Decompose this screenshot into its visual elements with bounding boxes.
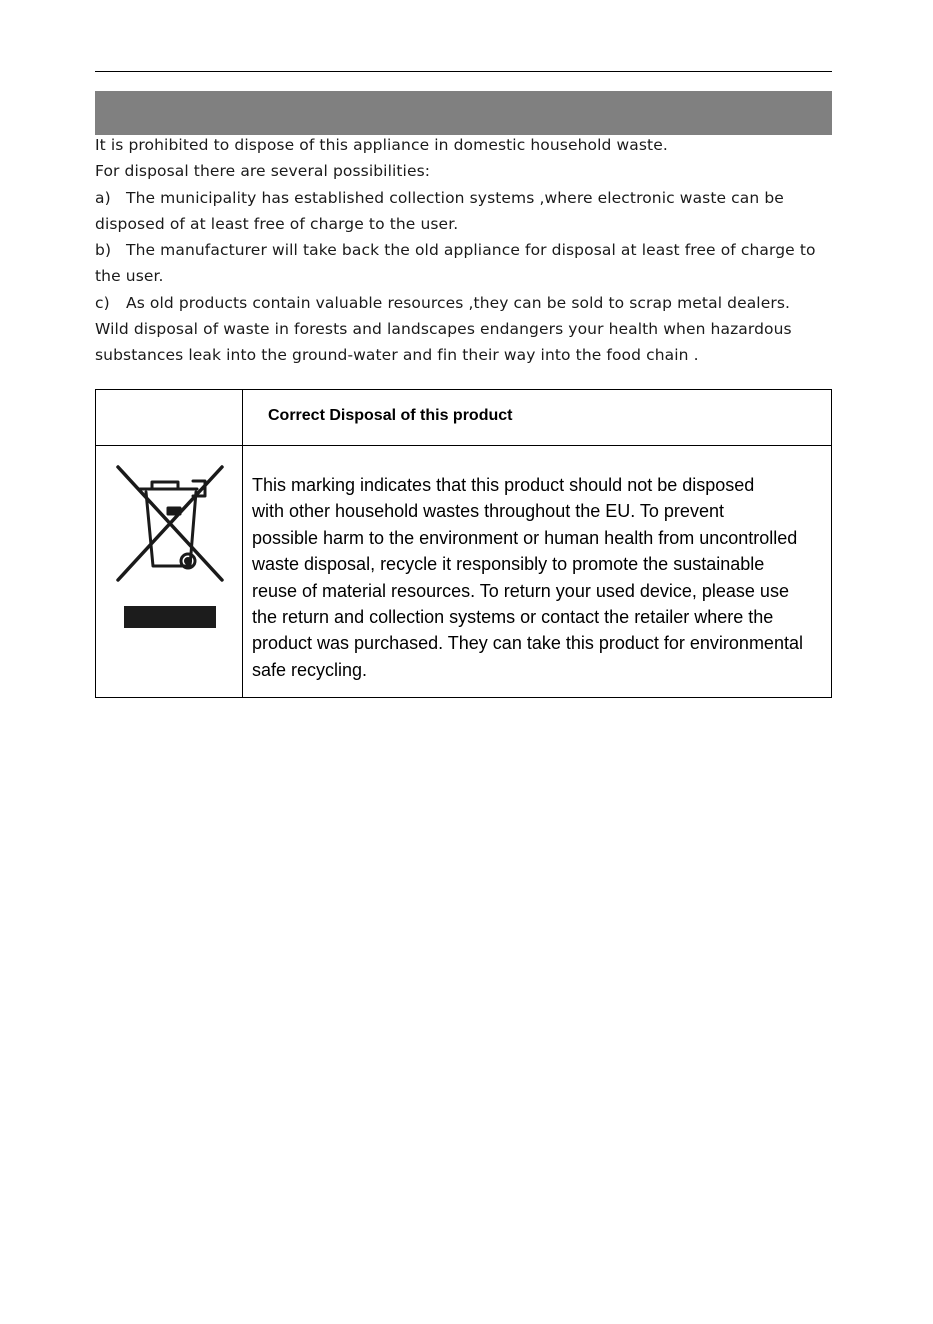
table-heading: Correct Disposal of this product bbox=[268, 407, 513, 424]
item-label: b) bbox=[95, 241, 112, 260]
body-line: with other household wastes throughout the EU. To prevent bbox=[252, 501, 724, 522]
body-line: reuse of material resources. To return your used device, please use bbox=[252, 580, 789, 601]
list-item-c bbox=[95, 290, 840, 316]
table-column-divider bbox=[242, 390, 243, 697]
warning-line: Wild disposal of waste in forests and landscapes endangers your health when hazardous bbox=[95, 320, 792, 339]
list-item-b-continued: the user. bbox=[95, 267, 164, 286]
item-text: The municipality has established collection systems ,where electronic waste can be bbox=[126, 188, 784, 207]
item-text: The manufacturer will take back the old appliance for disposal at least free of charge to bbox=[126, 241, 816, 260]
item-text: As old products contain valuable resources ,they can be sold to scrap metal dealers. bbox=[126, 293, 791, 312]
intro-line: It is prohibited to dispose of this appliance in domestic household waste. bbox=[95, 136, 668, 154]
list-item-a-continued: disposed of at least free of charge to the user. bbox=[95, 214, 459, 233]
table-row-divider bbox=[96, 445, 831, 446]
weee-crossed-bin-icon bbox=[110, 462, 230, 592]
body-line: safe recycling. bbox=[252, 659, 368, 680]
list-item-a bbox=[95, 185, 840, 211]
item-label: c) bbox=[95, 293, 110, 312]
intro-line: For disposal there are several possibilities: bbox=[95, 162, 431, 181]
body-line: This marking indicates that this product should not be disposed bbox=[252, 475, 755, 495]
body-line: waste disposal, recycle it responsibly to promote the sustainable bbox=[252, 554, 765, 575]
disposal-table bbox=[95, 389, 832, 698]
body-line: product was purchased. They can take this product for environmental bbox=[252, 633, 803, 654]
body-line: the return and collection systems or contact the retailer where the bbox=[252, 607, 774, 628]
weee-black-bar bbox=[124, 606, 216, 628]
list-item-b bbox=[95, 237, 840, 263]
section-header-bar bbox=[95, 91, 832, 135]
table-body-text bbox=[252, 472, 832, 683]
item-label: a) bbox=[95, 188, 111, 207]
top-rule bbox=[95, 71, 832, 72]
warning-line: substances leak into the ground-water and fin their way into the food chain . bbox=[95, 346, 699, 365]
disposal-intro bbox=[95, 132, 840, 369]
body-line: possible harm to the environment or human health from uncontrolled bbox=[252, 527, 798, 548]
